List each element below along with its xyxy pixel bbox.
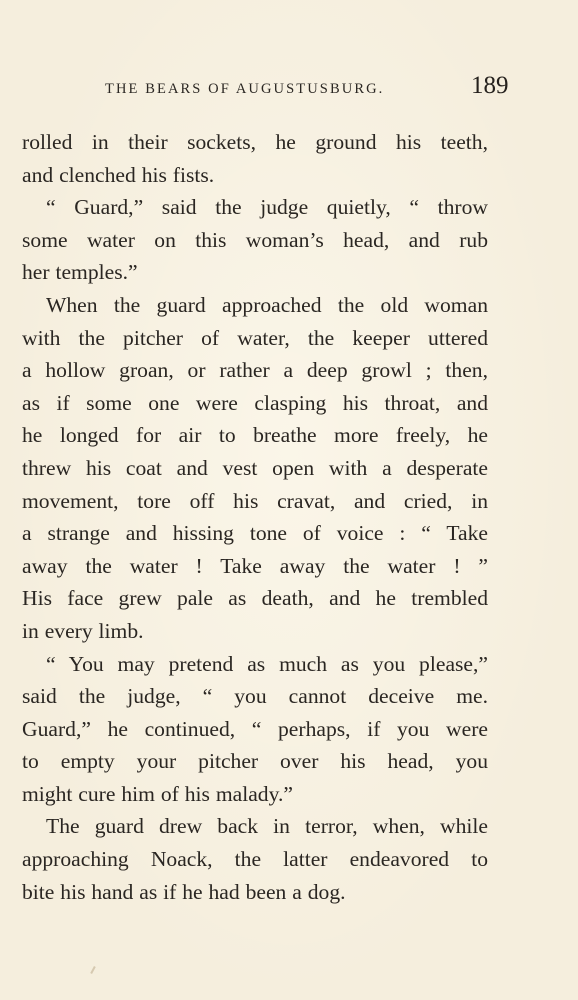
text-line: some water on this woman’s head, and rub	[22, 227, 488, 252]
running-head: THE BEARS OF AUGUSTUSBURG.	[105, 81, 385, 97]
text-line: rolled in their sockets, he ground his teeth,	[22, 130, 488, 154]
text-line: said the judge, “ you cannot deceive me.	[22, 684, 488, 709]
text-line: a strange and hissing tone of voice : “ Take	[22, 521, 488, 546]
text-line: approaching Noack, the latter endeavored to	[22, 847, 488, 872]
text-line: as if some one were clasping his throat, and	[22, 390, 488, 415]
page-header	[22, 72, 509, 108]
text-line: and clenched his fists.	[22, 162, 215, 187]
text-line: The guard drew back in terror, when, while	[46, 814, 488, 839]
text-line: with the pitcher of water, the keeper uttered	[22, 325, 488, 350]
text-line: away the water ! Take away the water ! ”	[22, 553, 488, 578]
text-line: movement, tore off his cravat, and cried, in	[22, 488, 488, 513]
page-speck	[90, 966, 96, 974]
body-text	[22, 126, 488, 908]
text-line: His face grew pale as death, and he trembled	[22, 586, 488, 611]
text-line: her temples.”	[22, 260, 138, 285]
text-line: to empty your pitcher over his head, you	[22, 749, 488, 774]
text-line: he longed for air to breathe more freely, he	[22, 423, 488, 448]
text-line: might cure him of his malady.”	[22, 781, 293, 806]
text-line: Guard,” he continued, “ perhaps, if you were	[22, 716, 488, 741]
page-number: 189	[471, 72, 509, 99]
text-line: threw his coat and vest open with a desperate	[22, 455, 488, 480]
text-line: in every limb.	[22, 618, 144, 643]
text-line: bite his hand as if he had been a dog.	[22, 879, 346, 904]
text-line: When the guard approached the old woman	[46, 292, 488, 317]
text-line: a hollow groan, or rather a deep growl ; then,	[22, 358, 488, 383]
text-line: “ Guard,” said the judge quietly, “ throw	[46, 195, 488, 220]
text-line: “ You may pretend as much as you please,”	[46, 651, 488, 676]
